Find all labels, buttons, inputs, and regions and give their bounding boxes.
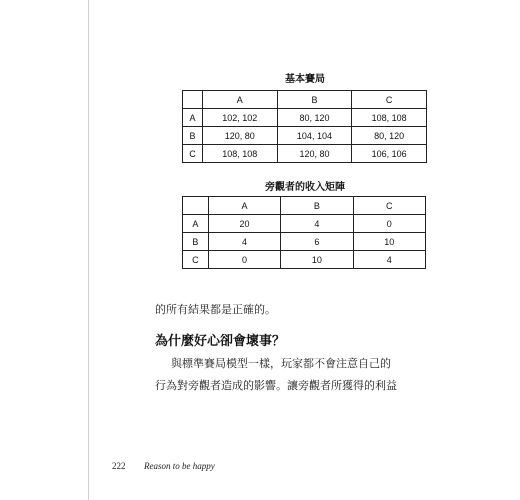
table2-cell: 0 — [353, 215, 425, 233]
table1-cell: 108, 108 — [352, 109, 427, 127]
table1-cell: 120, 80 — [202, 127, 277, 145]
table1-cell: 106, 106 — [352, 145, 427, 163]
table2-header-cell — [183, 197, 209, 215]
table2-cell: 6 — [281, 233, 353, 251]
table2-header-cell: C — [353, 197, 425, 215]
table1-header-row — [183, 91, 427, 109]
table1-header-cell — [183, 91, 203, 109]
table2-cell: 4 — [281, 215, 353, 233]
table2-cell: 20 — [208, 215, 280, 233]
table1-cell: 120, 80 — [277, 145, 352, 163]
table2-header-cell: B — [281, 197, 353, 215]
table2-header-cell: A — [208, 197, 280, 215]
table2-cell: 4 — [353, 251, 425, 269]
table1-header-cell: C — [352, 91, 427, 109]
table1-cell: 80, 120 — [277, 109, 352, 127]
table2-row — [183, 233, 426, 251]
table2-cell: 10 — [281, 251, 353, 269]
basic-game-payoff-table — [182, 90, 427, 163]
table1-row-label: B — [183, 127, 203, 145]
table2-title: 旁觀者的收入矩陣 — [265, 182, 345, 193]
paragraph-line-2: 行為對旁觀者造成的影響。讓旁觀者所獲得的利益 — [155, 379, 397, 392]
table2-row-label: C — [183, 251, 209, 269]
table2-cell: 0 — [208, 251, 280, 269]
table2-row-label: A — [183, 215, 209, 233]
table2-row — [183, 215, 426, 233]
table1-row — [183, 127, 427, 145]
table2-cell: 10 — [353, 233, 425, 251]
table2-cell: 4 — [208, 233, 280, 251]
table1-header-cell: A — [202, 91, 277, 109]
table1-header-cell: B — [277, 91, 352, 109]
table1-row-label: C — [183, 145, 203, 163]
paragraph-line-1: 與標準賽局模型一樣，玩家都不會注意自己的 — [171, 357, 391, 370]
table1-row — [183, 109, 427, 127]
table1-title: 基本賽局 — [285, 74, 325, 85]
table2-row — [183, 251, 426, 269]
table1-cell: 104, 104 — [277, 127, 352, 145]
page-number: 222 — [112, 461, 126, 471]
section-heading: 為什麼好心卻會壞事？ — [155, 334, 286, 349]
book-page — [88, 0, 520, 500]
paragraph-end: 的所有結果都是正確的。 — [155, 303, 276, 316]
table2-header-row — [183, 197, 426, 215]
table2-row-label: B — [183, 233, 209, 251]
table1-cell: 102, 102 — [202, 109, 277, 127]
table1-cell: 80, 120 — [352, 127, 427, 145]
running-title: Reason to be happy — [144, 461, 215, 471]
table1-row — [183, 145, 427, 163]
bystander-income-matrix — [182, 196, 426, 269]
table1-row-label: A — [183, 109, 203, 127]
table1-cell: 108, 108 — [202, 145, 277, 163]
